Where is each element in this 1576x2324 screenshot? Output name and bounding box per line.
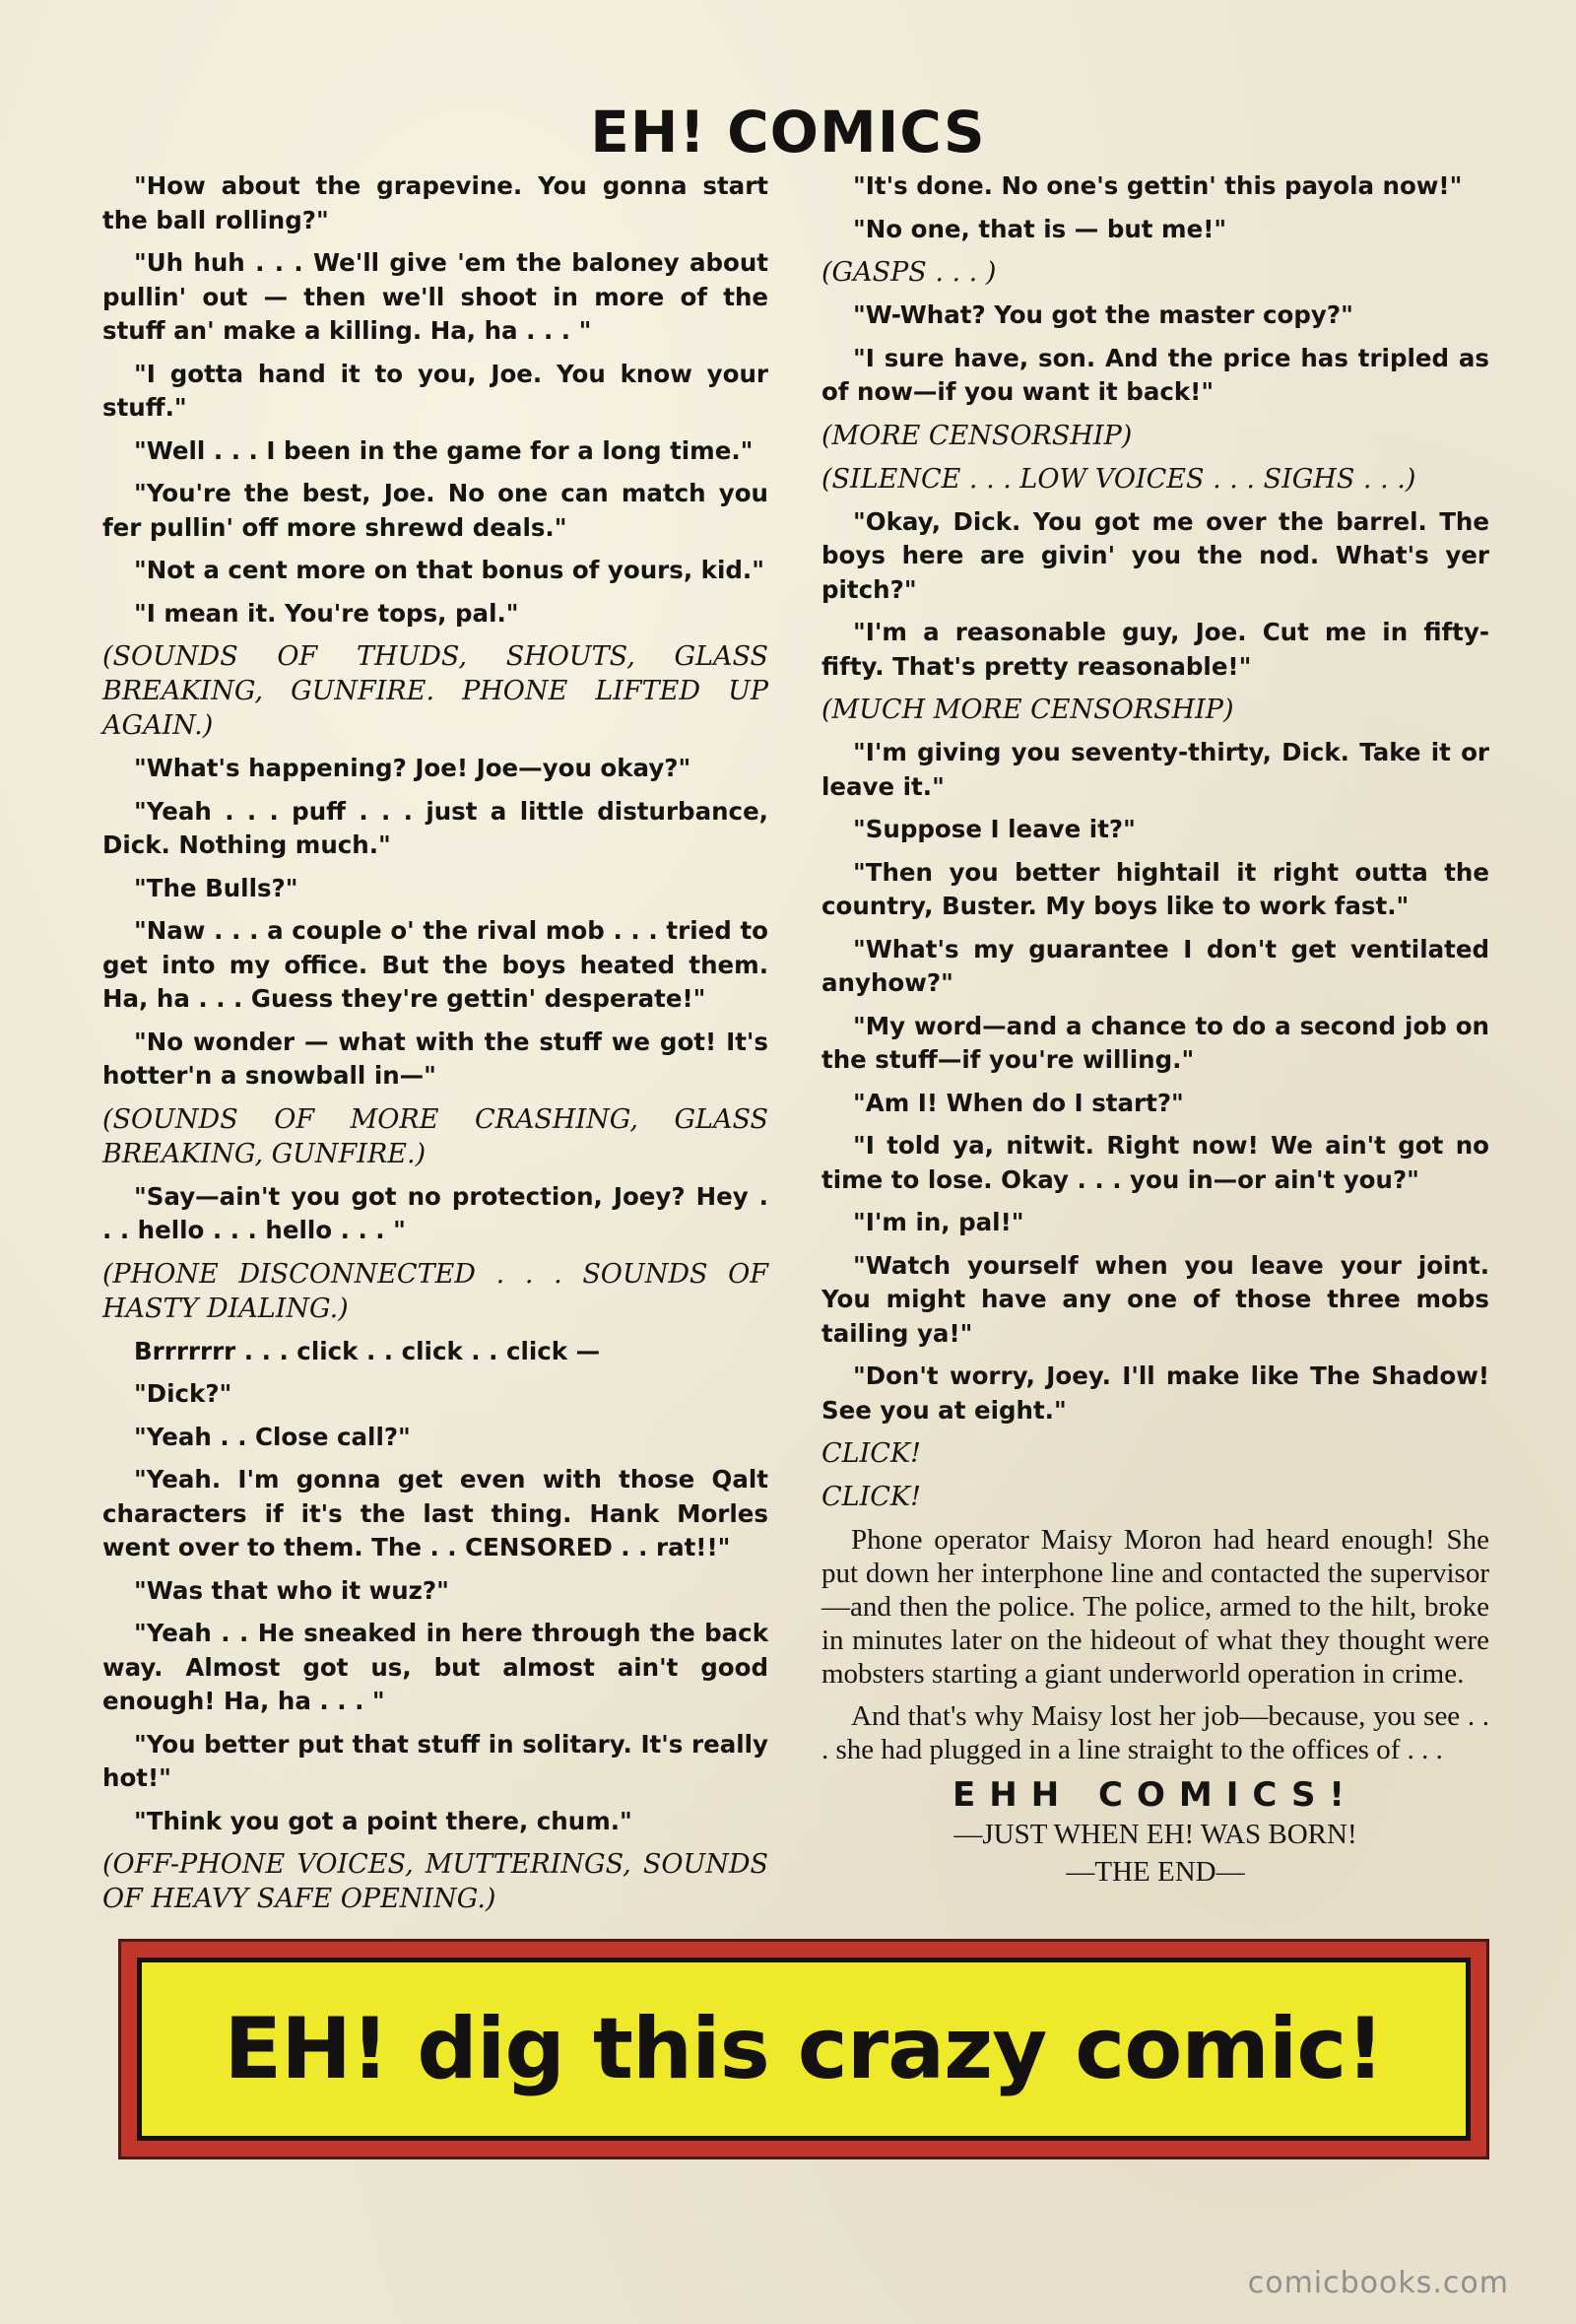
right-paragraph: "No one, that is — but me!"	[853, 214, 1227, 243]
right-text-column	[821, 169, 1489, 1892]
left-paragraph: "Naw . . . a couple o' the rival mob . . . tried to get into my office. But the boys heated them. Ha, ha . . . Guess they're gettin' desperate!"	[102, 916, 768, 1013]
left-paragraph: "What's happening? Joe! Joe—you okay?"	[134, 754, 691, 782]
right-paragraph: "Then you better hightail it right outta the country, Buster. My boys like to work fast."	[821, 857, 1489, 920]
left-paragraph: "Well . . . I been in the game for a long time."	[134, 435, 754, 465]
left-paragraph: "No wonder — what with the stuff we got! It's hotter'n a snowball in—"	[102, 1027, 768, 1090]
left-paragraph: "How about the grapevine. You gonna start the ball rolling?"	[102, 171, 768, 234]
right-sound-effect: (MUCH MORE CENSORSHIP)	[821, 695, 1234, 725]
right-paragraph: "Suppose I leave it?"	[853, 815, 1136, 843]
left-paragraph: "Yeah. I'm gonna get even with those Qalt characters if it's the last thing. Hank Morles went over to them. The . . CENSORED . . rat!!"	[102, 1465, 768, 1561]
right-closing-line: —JUST WHEN EH! WAS BORN!	[953, 1819, 1357, 1850]
right-narration: Phone operator Maisy Moron had heard enough! She put down her interphone line and contacted the supervisor—and then the police. The police, armed to the hilt, broke in minutes later on the hideout of what they thought were mobsters starting a giant underworld operation in crime.	[821, 1524, 1489, 1690]
right-paragraph: "W-What? You got the master copy?"	[853, 300, 1353, 329]
left-paragraph: "Uh huh . . . We'll give 'em the baloney about pullin' out — then we'll shoot in more of the stuff an' make a killing. Ha, ha . . . "	[102, 248, 768, 345]
left-paragraph: "Yeah . . . puff . . . just a little disturbance, Dick. Nothing much."	[102, 796, 768, 859]
right-sound-effect: (GASPS . . . )	[821, 257, 997, 288]
right-sound-effect: (MORE CENSORSHIP)	[821, 420, 1133, 451]
left-paragraph: "I mean it. You're tops, pal."	[134, 598, 519, 628]
right-paragraph: "Okay, Dick. You got me over the barrel. The boys here are givin' you the nod. What's yer pitch?"	[821, 506, 1489, 604]
right-closing-line: —THE END—	[1066, 1856, 1245, 1888]
left-paragraph: "You better put that stuff in solitary. It's really hot!"	[102, 1729, 768, 1792]
right-paragraph: "I'm a reasonable guy, Joe. Cut me in fifty-fifty. That's pretty reasonable!"	[821, 618, 1489, 681]
left-paragraph: "Think you got a point there, chum."	[134, 1806, 632, 1835]
left-paragraph: "I gotta hand it to you, Joe. You know your stuff."	[102, 359, 768, 422]
right-paragraph: "What's my guarantee I don't get ventilated anyhow?"	[821, 934, 1489, 997]
right-paragraph: "I'm giving you seventy-thirty, Dick. Take it or leave it."	[821, 738, 1489, 801]
right-paragraph: "I'm in, pal!"	[853, 1208, 1024, 1236]
right-paragraph: "Am I! When do I start?"	[853, 1088, 1184, 1117]
promo-banner-frame	[118, 1939, 1489, 2159]
right-closing-line: EHH COMICS!	[952, 1775, 1358, 1815]
page-title: EH! COMICS	[590, 99, 986, 166]
left-paragraph: "Say—ain't you got no protection, Joey? Hey . . . hello . . . hello . . . "	[102, 1181, 768, 1244]
left-text-column	[102, 169, 768, 1925]
left-sound-effect: (PHONE DISCONNECTED . . . SOUNDS OF HASTY DIALING.)	[102, 1258, 768, 1324]
left-paragraph: "Not a cent more on that bonus of yours, kid."	[134, 556, 764, 584]
left-paragraph: "Yeah . . Close call?"	[134, 1422, 411, 1451]
left-paragraph: "You're the best, Joe. No one can match you fer pullin' off more shrewd deals."	[102, 479, 768, 542]
right-sound-effect: (SILENCE . . . LOW VOICES . . . SIGHS . . .)	[821, 463, 1416, 495]
right-narration: And that's why Maisy lost her job—because, you see . . . she had plugged in a line straight to the offices of . . .	[821, 1700, 1489, 1765]
left-paragraph: Brrrrrrr . . . click . . click . . click —	[134, 1336, 601, 1365]
left-paragraph: "Was that who it wuz?"	[134, 1575, 449, 1605]
right-paragraph: "Don't worry, Joey. I'll make like The Shadow! See you at eight."	[821, 1361, 1489, 1425]
promo-banner	[137, 1958, 1471, 2141]
left-sound-effect: (SOUNDS OF THUDS, SHOUTS, GLASS BREAKING, GUNFIRE. PHONE LIFTED UP AGAIN.)	[102, 641, 768, 741]
watermark: comicbooks.com	[1247, 2266, 1509, 2300]
right-paragraph: "Watch yourself when you leave your joint. You might have any one of those three mobs tailing ya!"	[821, 1250, 1489, 1348]
left-sound-effect: (OFF-PHONE VOICES, MUTTERINGS, SOUNDS OF HEAVY SAFE OPENING.)	[102, 1849, 768, 1914]
right-paragraph: "It's done. No one's gettin' this payola now!"	[853, 171, 1463, 200]
left-sound-effect: (SOUNDS OF MORE CRASHING, GLASS BREAKING, GUNFIRE.)	[102, 1103, 768, 1169]
right-sound-effect: CLICK!	[821, 1438, 921, 1469]
promo-banner-text: EH! dig this crazy comic!	[224, 2000, 1384, 2098]
left-paragraph: "The Bulls?"	[134, 873, 298, 902]
right-sound-effect: CLICK!	[821, 1482, 921, 1512]
right-paragraph: "My word—and a chance to do a second job on the stuff—if you're willing."	[821, 1011, 1489, 1074]
right-paragraph: "I sure have, son. And the price has tripled as of now—if you want it back!"	[821, 343, 1489, 406]
left-paragraph: "Yeah . . He sneaked in here through the back way. Almost got us, but almost ain't good enough! Ha, ha . . . "	[102, 1619, 768, 1715]
left-paragraph: "Dick?"	[134, 1379, 232, 1408]
right-paragraph: "I told ya, nitwit. Right now! We ain't got no time to lose. Okay . . . you in—or ain't you?"	[821, 1131, 1489, 1194]
